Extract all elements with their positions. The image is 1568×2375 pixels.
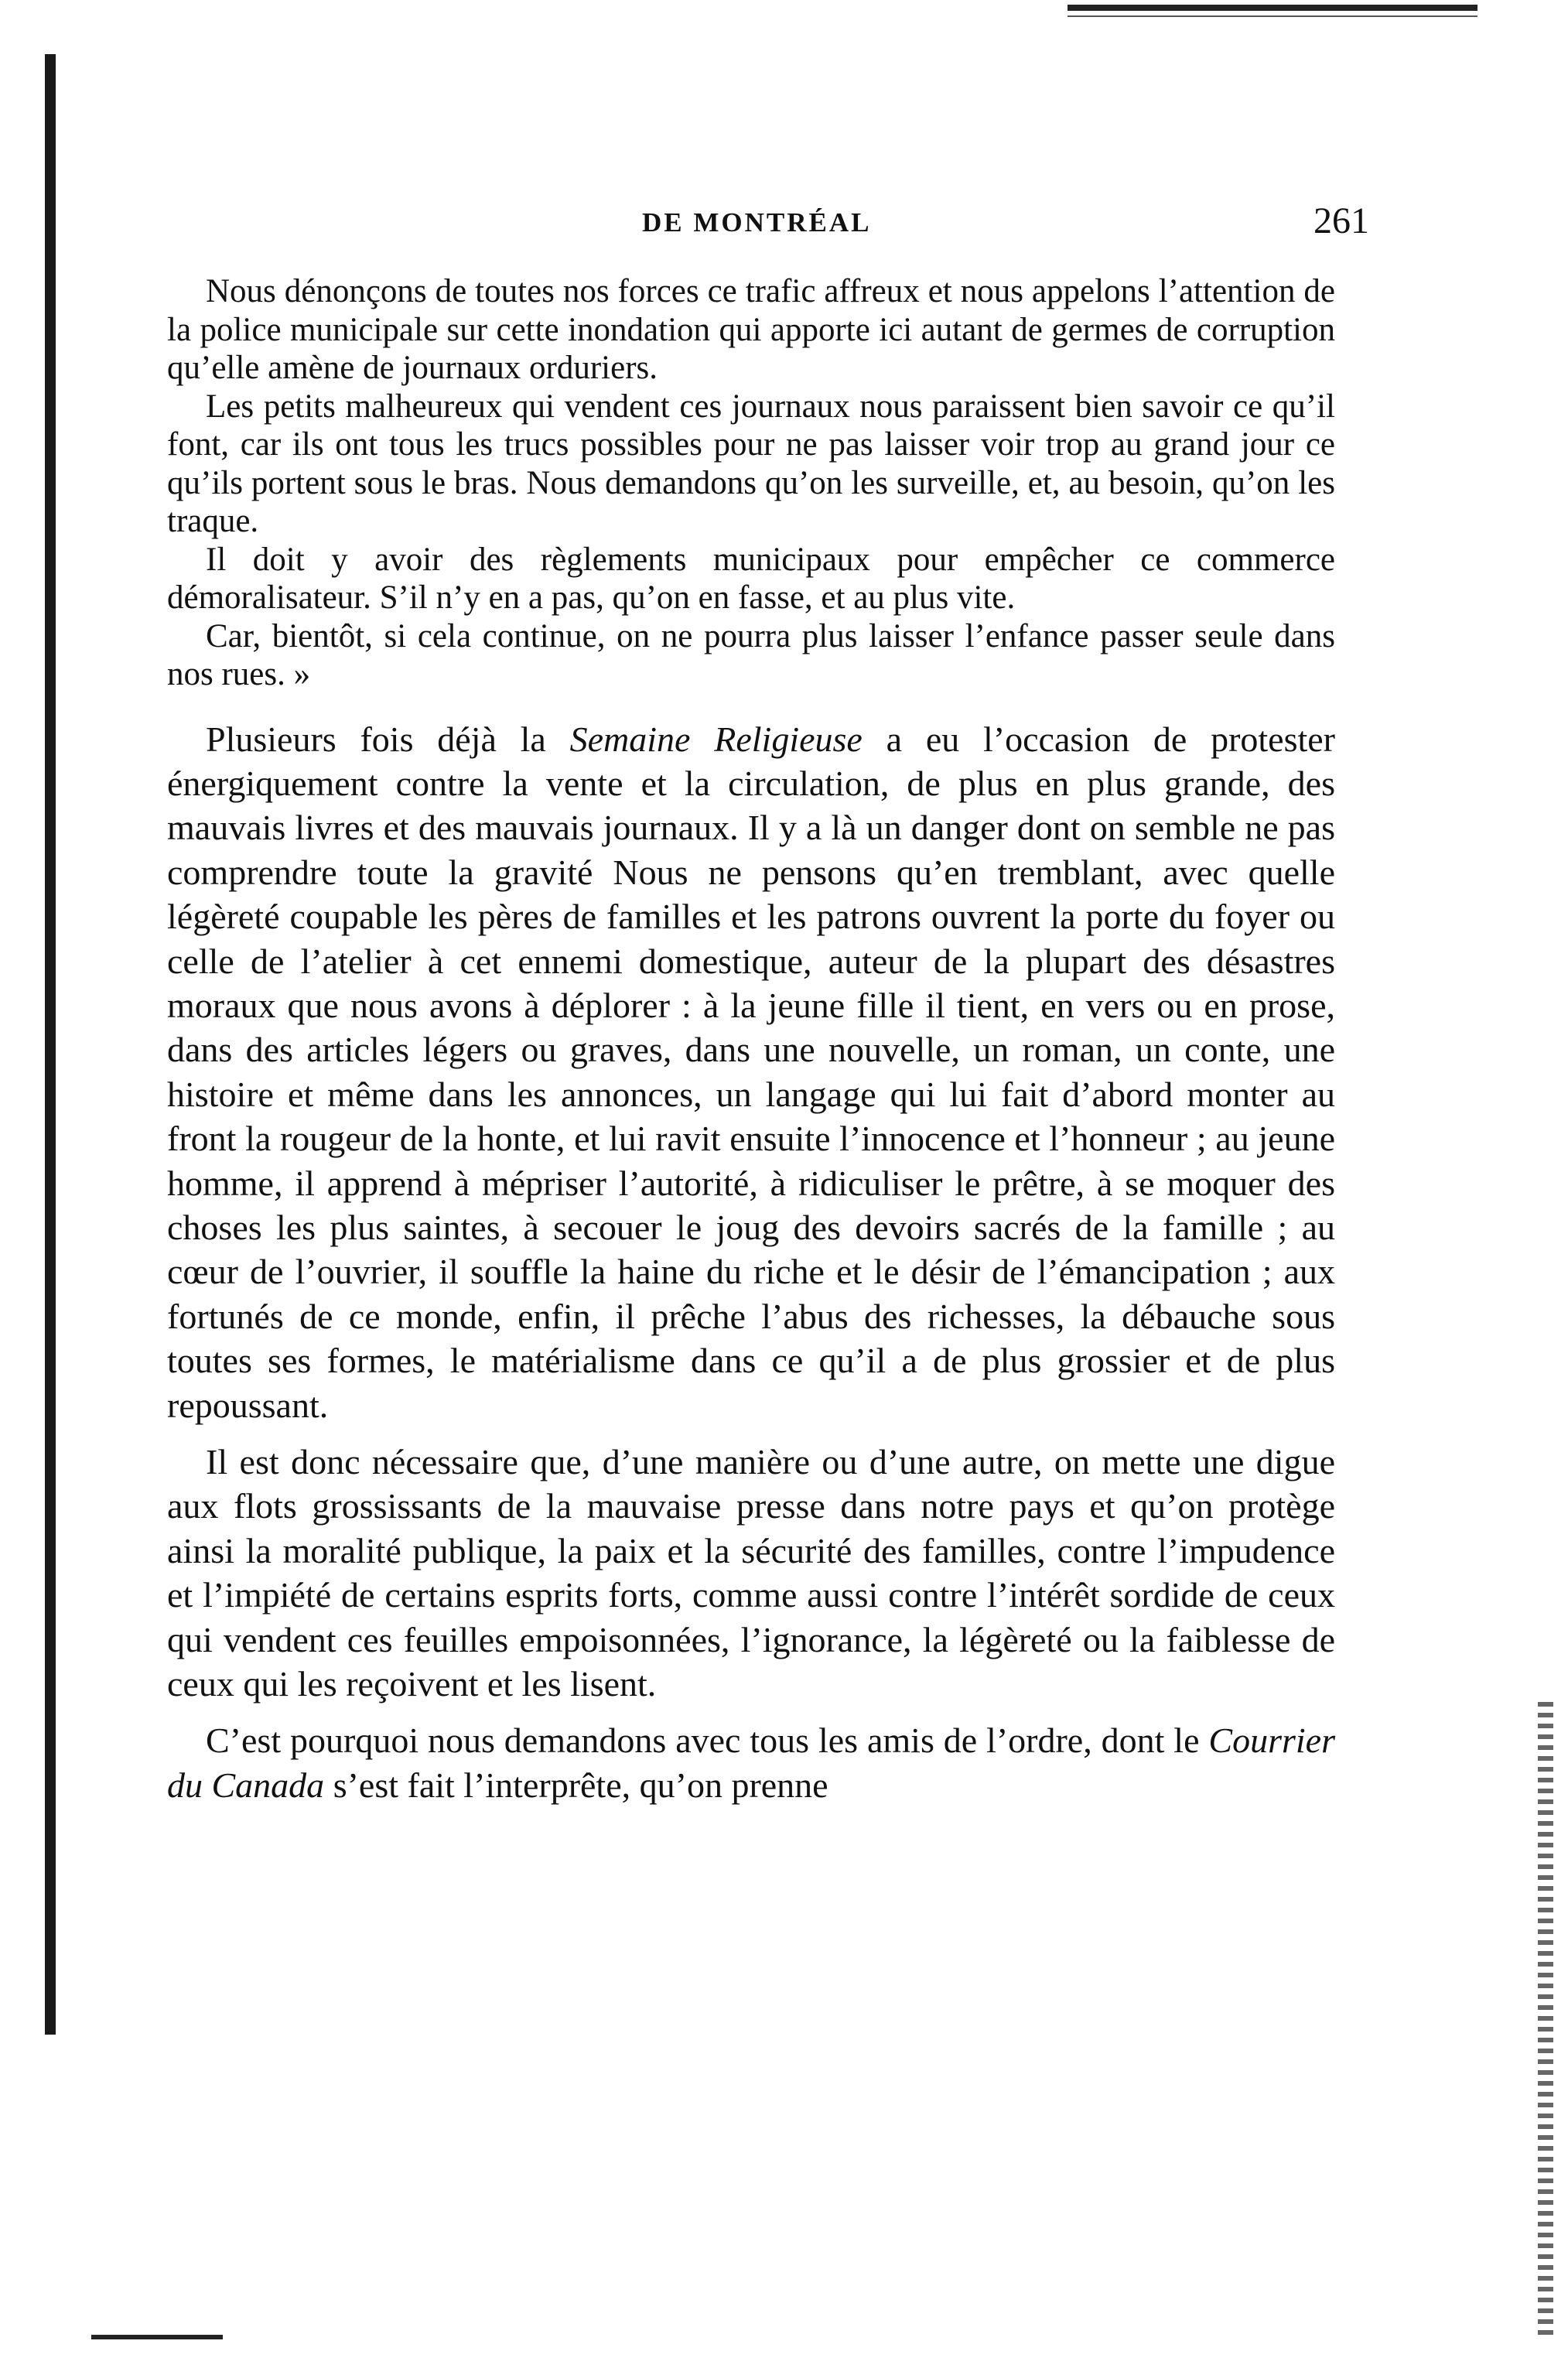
paragraph-text: Il est donc nécessaire que, d’une manière ou d’une autre, on mette une digue aux flots grossissants de la mauvaise presse dans notre pays et qu’on protège ainsi la moralité publique, la paix et la sécurité des familles, contre l’impudence et l’impiété de certains esprits forts, comme aussi contre l’intérêt sordide de ceux qui vendent ces feuilles empoisonnées, l’ignorance, la légèreté ou la faiblesse de ceux qui les reçoivent et les lisent. — [167, 1442, 1335, 1704]
scan-left-edge — [45, 54, 56, 2035]
main-text — [167, 717, 1335, 1808]
page-number: 261 — [1313, 200, 1369, 241]
quote-paragraph: Nous dénonçons de toutes nos forces ce trafic affreux et nous appelons l’attention de la police municipale sur cette inondation qui apporte ici autant de germes de corruption qu’elle amène de journaux orduriers. — [167, 273, 1335, 386]
top-rule — [1068, 5, 1477, 11]
italic-title: Courrier du Canada — [167, 1721, 1335, 1805]
paragraph — [167, 1718, 1335, 1807]
quote-paragraph: Il doit y avoir des règlements municipaux pour empêcher ce commerce démoralisateur. S’il n’y en a pas, qu’on en fasse, et au plus vite. — [167, 541, 1335, 616]
paragraph-text: C’est pourquoi nous demandons avec tous les amis de l’ordre, dont le — [206, 1721, 1209, 1761]
page-body — [167, 272, 1335, 1820]
scan-right-edge — [1538, 1702, 1553, 2336]
quoted-article — [167, 272, 1335, 694]
paragraph-text: a eu l’occasion de protester énergiquement contre la vente et la circulation, de plus en plus grande, des mauvais livres et des mauvais journaux. Il y a là un danger dont on semble ne pas comprendre toute la gravité Nous ne pensons qu’en tremblant, avec quelle légèreté coupable les pères de familles et les patrons ouvrent la porte du foyer ou celle de l’atelier à cet ennemi domestique, auteur de la plupart des désastres moraux que nous avons à déplorer : à la jeune fille il tient, en vers ou en prose, dans des articles légers ou graves, dans une nouvelle, un roman, un conte, une histoire et même dans les annonces, un langage qui lui fait d’abord monter au front la rougeur de la honte, et lui ravit ensuite l’innocence et l’honneur ; au jeune homme, il apprend à mépriser l’autorité, à ridiculiser le prêtre, à se moquer des choses les plus saintes, à secouer le joug des devoirs sacrés de la famille ; au cœur de l’ouvrier, il souffle la haine du riche et le désir de l’émancipation ; aux fortunés de ce monde, enfin, il prêche l’abus des richesses, la débauche sous toutes ses formes, le matérialisme dans ce qu’il a de plus grossier et de plus repoussant. — [167, 719, 1335, 1425]
quote-paragraph: Car, bientôt, si cela continue, on ne pourra plus laisser l’enfance passer seule dans nos rues. » — [167, 617, 1335, 692]
paragraph — [167, 1440, 1335, 1706]
italic-title: Semaine Religieuse — [569, 719, 863, 759]
bottom-rule — [91, 2335, 223, 2339]
top-rule-thin — [1068, 15, 1477, 17]
paragraph-text: Plusieurs fois déjà la — [206, 719, 570, 759]
page-header — [317, 200, 1369, 246]
paragraph-text: s’est fait l’interprête, qu’on prenne — [324, 1765, 828, 1805]
running-head: DE MONTRÉAL — [642, 207, 872, 238]
quote-paragraph: Les petits malheureux qui vendent ces journaux nous paraissent bien savoir ce qu’il font, car ils ont tous les trucs possibles pour ne pas laisser voir trop au grand jour ce qu’ils portent sous le bras. Nous demandons qu’on les surveille, et, au besoin, qu’on les traque. — [167, 388, 1335, 539]
paragraph — [167, 717, 1335, 1428]
